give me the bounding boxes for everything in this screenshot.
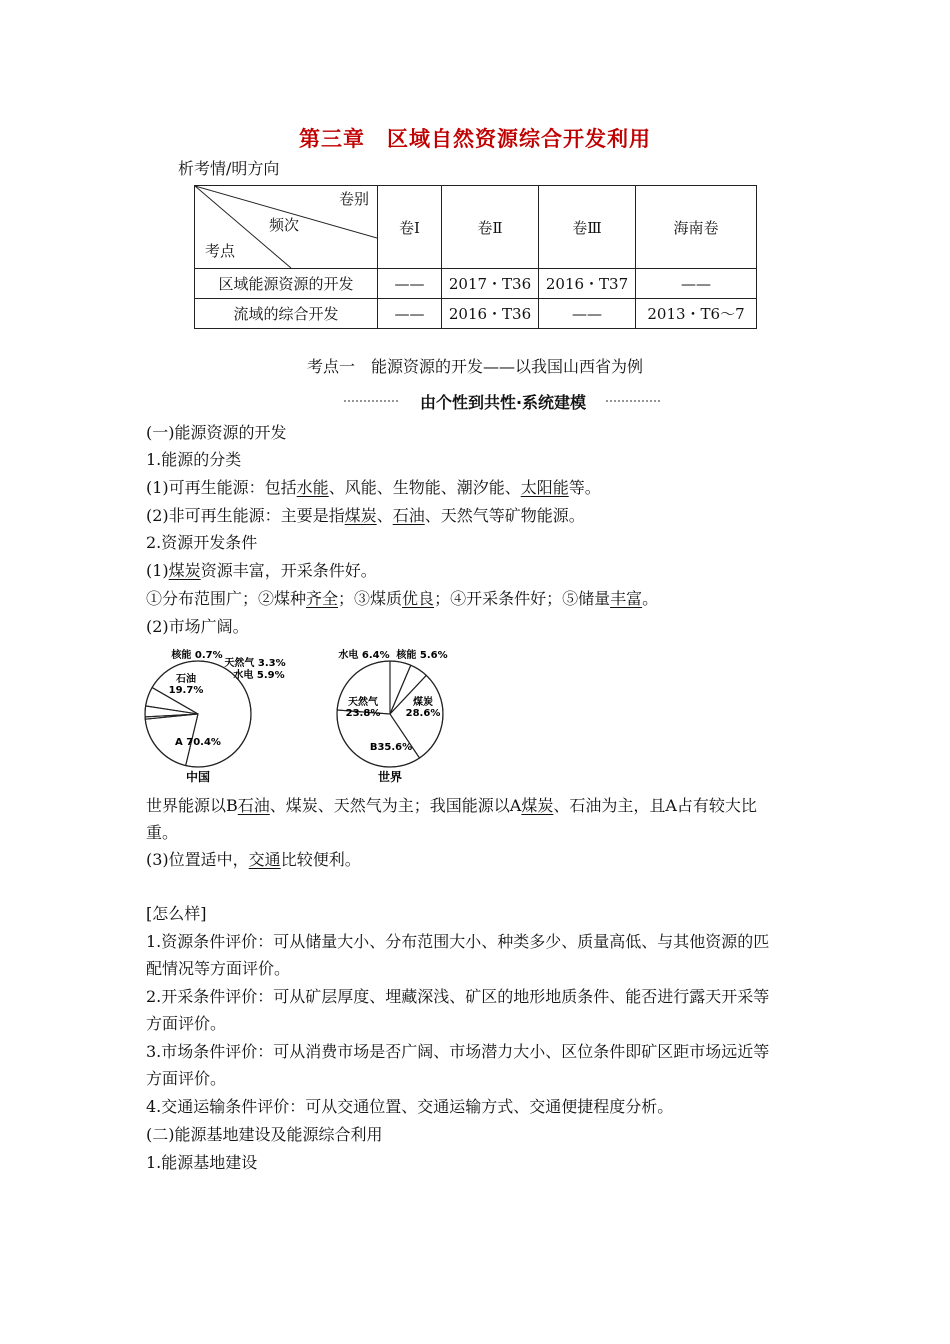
how-item3-line1: 3.市场条件评价：可从消费市场是否广阔、市场潜力大小、区位条件即矿区距市场远近等 xyxy=(146,1042,770,1061)
text-span: (3)位置适中， xyxy=(146,850,249,869)
corner-label-topic: 考点 xyxy=(205,242,236,260)
how-item2-line1: 2.开采条件评价：可从矿层厚度、埋藏深浅、矿区的地形地质条件、能否进行露天开采等 xyxy=(146,987,770,1006)
banner-text: 由个性到共性·系统建模 xyxy=(419,393,587,412)
answer-blank: 煤炭 xyxy=(521,796,554,815)
pie-title: 世界 xyxy=(377,770,403,784)
slice-label: 水电 5.9% xyxy=(233,670,285,681)
table-header-hainan: 海南卷 xyxy=(636,186,757,269)
slice-label: 核能 0.7% xyxy=(171,650,223,661)
pie-chart-china xyxy=(145,648,286,784)
text-span: (1) xyxy=(146,561,169,580)
how-heading: [怎么样] xyxy=(146,904,207,923)
text-span: 、天然气等矿物能源。 xyxy=(424,506,585,525)
how-item1-line2: 配情况等方面评价。 xyxy=(146,959,291,978)
intro-label: 析考情/明方向 xyxy=(178,159,280,178)
text-span: 比较便利。 xyxy=(280,850,361,869)
text-span: 世界能源以B xyxy=(146,796,238,815)
pie-chart-world xyxy=(337,648,448,784)
answer-blank: 煤炭 xyxy=(344,506,377,525)
text-span: 。 xyxy=(642,589,659,608)
conditions-heading: 2.资源开发条件 xyxy=(146,533,258,552)
slice-label: 天然气 23.8% xyxy=(345,697,381,719)
nonrenewable-line xyxy=(146,506,585,526)
table-cell: —— xyxy=(539,299,636,329)
slice-label: 天然气 3.3% xyxy=(224,658,286,669)
answer-blank: 太阳能 xyxy=(520,478,569,497)
part2-heading: (二)能源基地建设及能源综合利用 xyxy=(146,1125,383,1144)
chapter-title: 第三章 区域自然资源综合开发利用 xyxy=(299,127,651,151)
table-header-paper1: 卷Ⅰ xyxy=(378,186,442,269)
condition1-line xyxy=(146,561,377,581)
energy-class-heading: 1.能源的分类 xyxy=(146,450,242,469)
table-cell: 2016・T37 xyxy=(539,269,636,299)
table-cell: —— xyxy=(378,299,442,329)
text-span: 、石油为主，且A占有较大比 xyxy=(553,796,757,815)
answer-blank: 丰富 xyxy=(610,589,643,608)
table-cell: 2016・T36 xyxy=(442,299,539,329)
slice-label: 核能 5.6% xyxy=(396,650,448,661)
how-item4-line: 4.交通运输条件评价：可从交通位置、交通运输方式、交通便捷程度分析。 xyxy=(146,1097,674,1116)
slice-label: A 70.4% xyxy=(175,737,221,748)
answer-blank: 石油 xyxy=(392,506,425,525)
table-cell-topic: 区域能源资源的开发 xyxy=(195,269,378,299)
table-header-paper3: 卷Ⅲ xyxy=(539,186,636,269)
text-span: (2)非可再生能源：主要是指 xyxy=(146,506,345,525)
corner-label-frequency: 频次 xyxy=(269,216,300,234)
table-cell-topic: 流域的综合开发 xyxy=(195,299,378,329)
how-item1-line1: 1.资源条件评价：可从储量大小、分布范围大小、种类多少、质量高低、与其他资源的匹 xyxy=(146,932,770,951)
market-conclusion-line1 xyxy=(146,796,757,816)
slice-label: B35.6% xyxy=(369,742,413,753)
table-header-paper2: 卷Ⅱ xyxy=(442,186,539,269)
market-conclusion-line2: 重。 xyxy=(146,823,179,842)
text-span: ；③煤质 xyxy=(338,589,403,608)
section-heading: 考点一 能源资源的开发——以我国山西省为例 xyxy=(306,357,643,376)
text-span: ①分布范围广；②煤种 xyxy=(146,589,307,608)
table-cell: —— xyxy=(378,269,442,299)
table-cell: 2013・T6～7 xyxy=(636,299,757,329)
answer-blank: 齐全 xyxy=(306,589,339,608)
section-banner xyxy=(344,388,662,414)
condition1-details xyxy=(146,589,658,609)
slice-label: 石油 19.7% xyxy=(168,674,204,696)
text-span: 资源丰富，开采条件好。 xyxy=(200,561,377,580)
table-row xyxy=(195,299,757,329)
text-span: 等。 xyxy=(568,478,601,497)
condition3-line xyxy=(146,850,361,870)
table-corner-cell xyxy=(195,186,378,269)
table-row xyxy=(195,269,757,299)
answer-blank: 水能 xyxy=(296,478,329,497)
answer-blank: 优良 xyxy=(402,589,435,608)
text-span: (1)可再生能源：包括 xyxy=(146,478,297,497)
text-span: 、风能、生物能、潮汐能、 xyxy=(328,478,521,497)
pie-title: 中国 xyxy=(185,770,211,784)
corner-label-exam: 卷别 xyxy=(338,190,369,208)
part2-sub1: 1.能源基地建设 xyxy=(146,1153,258,1172)
text-span: 、煤炭、天然气为主；我国能源以A xyxy=(269,796,522,815)
exam-frequency-table xyxy=(194,185,757,329)
how-item3-line2: 方面评价。 xyxy=(146,1069,227,1088)
slice-label: 煤炭 28.6% xyxy=(405,697,441,719)
answer-blank: 石油 xyxy=(237,796,270,815)
part1-heading: (一)能源资源的开发 xyxy=(146,423,287,442)
table-cell: —— xyxy=(636,269,757,299)
energy-pie-charts xyxy=(140,644,460,790)
condition2-line: (2)市场广阔。 xyxy=(146,617,249,636)
answer-blank: 交通 xyxy=(248,850,281,869)
slice-label: 水电 6.4% xyxy=(338,650,390,661)
how-item2-line2: 方面评价。 xyxy=(146,1014,227,1033)
answer-blank: 煤炭 xyxy=(168,561,201,580)
text-span: ；④开采条件好；⑤储量 xyxy=(434,589,611,608)
renewable-line xyxy=(146,478,601,498)
table-cell: 2017・T36 xyxy=(442,269,539,299)
text-span: 、 xyxy=(376,506,393,525)
